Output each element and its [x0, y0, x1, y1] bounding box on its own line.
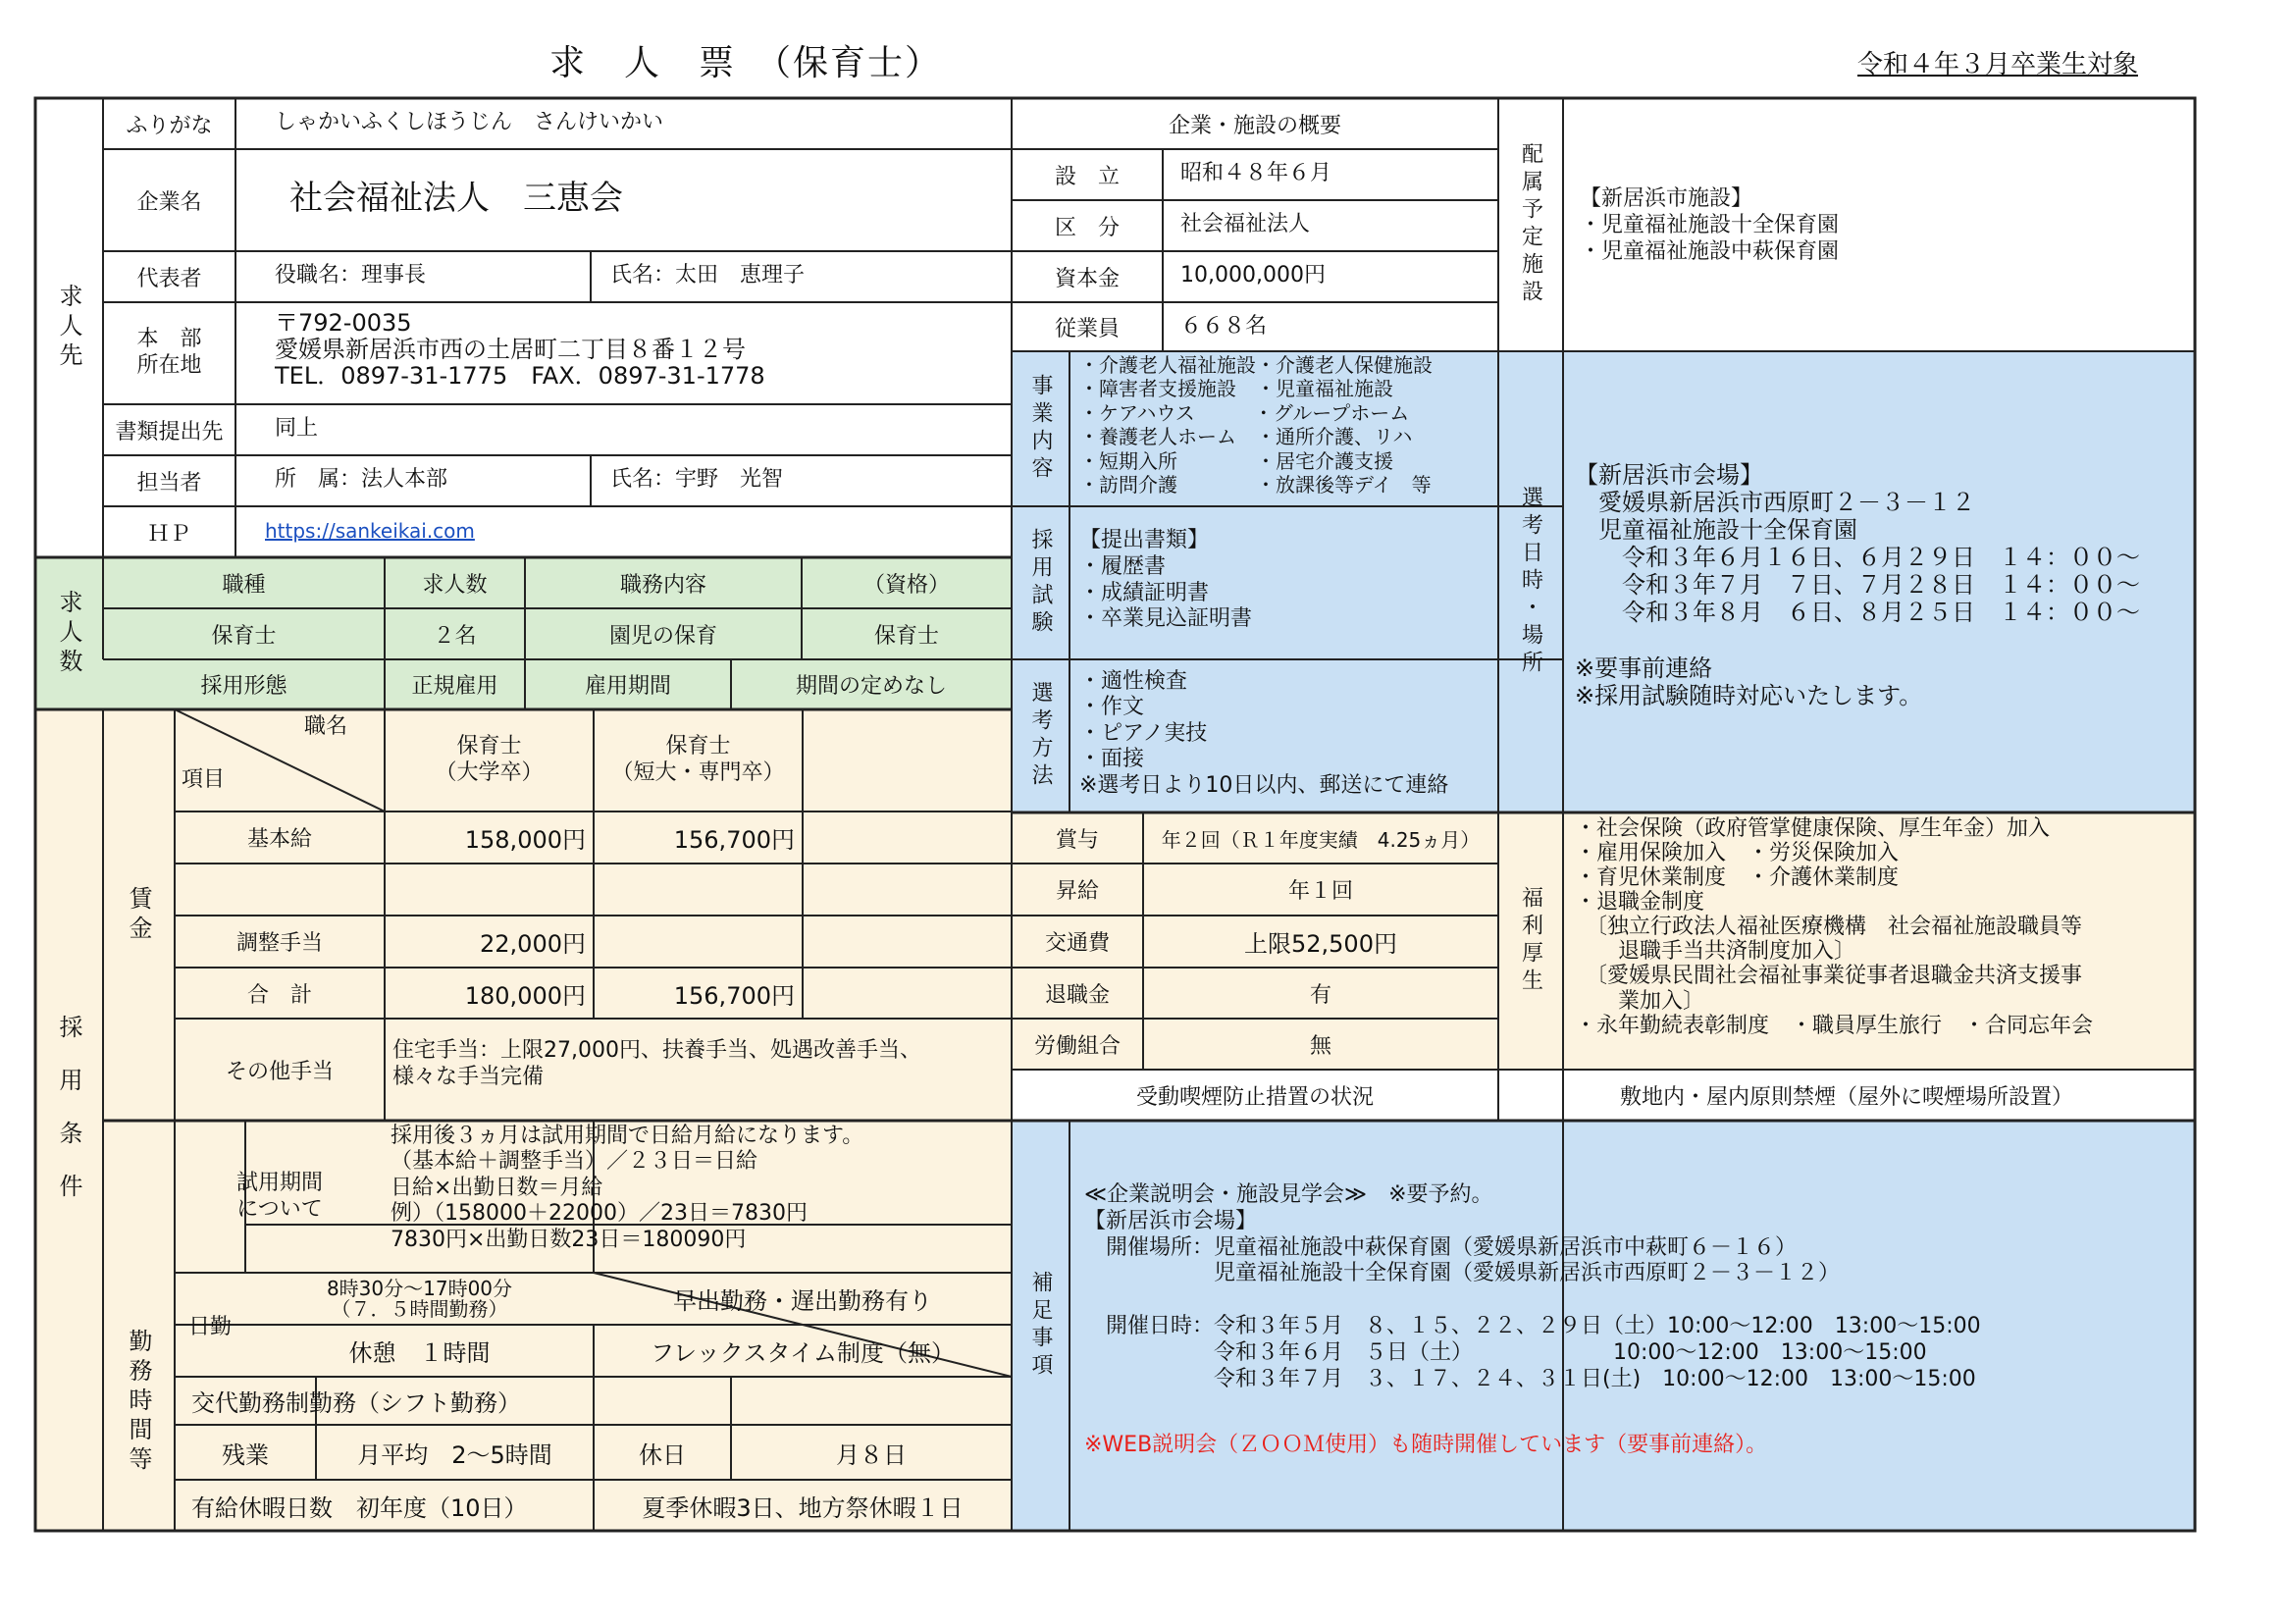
overtime-value: 月平均 2～5時間 [357, 1440, 552, 1469]
commute-value: 上限52,500円 [1244, 930, 1397, 958]
shift-work: 交代勤務制勤務（シフト勤務） [191, 1389, 521, 1417]
retirement-label: 退職金 [1044, 982, 1110, 1008]
trial-period-details: 採用後３ヵ月は試用期間で日給月給になります。 （基本給＋調整手当）／２３日＝日給 日給×出勤日数＝月給 例）（158000＋22000）／23日＝7830円 7830円×出勤日数23日＝180090円 [391, 1124, 864, 1252]
section-exam: 採用試験 [1028, 528, 1053, 638]
welfare-details: ・社会保険（政府管掌健康保険、厚生年金）加入 ・雇用保険加入 ・労災保険加入 ・育児休業制度 ・介護休業制度 ・退職金制度 〔独立行政法人福祉医療機構 社会福祉施設職員等 退職手当共済制度加入〕 〔愛媛県民間社会福祉事業従事者退職金共済支援事 業加入〕 ・永年勤続表彰制度 ・職員厚生旅行 ・合同忘年会 [1575, 816, 2094, 1038]
established-value: 昭和４８年６月 [1180, 161, 1332, 185]
employment-period-value: 期間の定めなし [795, 674, 947, 699]
section-assignment: 配属予定施設 [1518, 142, 1543, 307]
day-shift-time: 8時30分～17時00分 （７．５時間勤務） [326, 1276, 513, 1321]
representative-label: 代表者 [136, 266, 202, 291]
holiday-value: 月８日 [836, 1440, 907, 1469]
raise-label: 昇給 [1055, 879, 1099, 904]
page-title: 求 人 票 （保育士） [549, 43, 943, 83]
other-allowance-value: 住宅手当：上限27,000円、扶養手当、処遇改善手当、 様々な手当完備 [392, 1038, 921, 1089]
hp-link[interactable]: https://sankeikai.com [265, 519, 475, 543]
wage-col-university: 保育士 （大学卒） [435, 734, 544, 785]
furigana-label: ふりがな [126, 113, 213, 138]
raise-value: 年１回 [1287, 879, 1353, 904]
contact-label: 担当者 [136, 470, 202, 496]
target-graduates: 令和４年３月卒業生対象 [1857, 50, 2139, 79]
base-pay-college: 156,700円 [673, 826, 795, 854]
hq-label: 本 部 所在地 [136, 327, 202, 378]
union-label: 労働組合 [1033, 1033, 1121, 1059]
smoking-label: 受動喫煙防止措置の状況 [1135, 1084, 1374, 1110]
other-allowance-label: その他手当 [225, 1059, 334, 1084]
section-welfare: 福利厚生 [1518, 886, 1543, 996]
assignment-facilities: 【新居浜市施設】 ・児童福祉施設十全保育園 ・児童福祉施設中萩保育園 [1580, 186, 1840, 264]
overtime-label: 残業 [222, 1440, 269, 1469]
hq-address: 〒792-0035 愛媛県新居浜市西の土居町二丁目８番１２号 TEL．0897-31-1775 FAX．0897-31-1778 [275, 309, 765, 390]
total-college: 156,700円 [673, 981, 795, 1010]
employees-label: 従業員 [1054, 316, 1120, 341]
submit-to: 同上 [275, 416, 319, 441]
exam-documents: 【提出書類】 ・履歴書 ・成績証明書 ・卒業見込証明書 [1079, 528, 1253, 632]
selection-methods: ・適性検査 ・作文 ・ピアノ実技 ・面接 ※選考日より10日以内、郵送にて連絡 [1079, 669, 1449, 798]
overview-title: 企業・施設の概要 [1168, 113, 1341, 138]
employment-period-label: 雇用期間 [584, 674, 671, 699]
duties-label: 職務内容 [619, 572, 706, 598]
count-value: ２名 [433, 623, 477, 649]
representative-name: 氏名：太田 恵理子 [610, 263, 806, 288]
exam-schedule: 【新居浜市会場】 愛媛県新居浜市西原町２－３－１２ 児童福祉施設十全保育園 令和３年６月１６日、６月２９日 １４：００～ 令和３年７月 ７日、７月２８日 １４：００～ 令和３年８月 ６日、８月２５日 １４：００～ ※要事前連絡 ※採用試験随時対応いたします。 [1575, 461, 2140, 709]
contact-dept: 所 属：法人本部 [275, 467, 448, 492]
day-shift-label: 日勤 [187, 1314, 232, 1339]
total-university: 180,000円 [464, 981, 586, 1010]
employment-form-label: 採用形態 [200, 674, 287, 699]
commute-label: 交通費 [1044, 931, 1110, 956]
capital-value: 10,000,000円 [1180, 263, 1326, 288]
early-late-shift: 早出勤務・遅出勤務有り [673, 1287, 932, 1315]
category-value: 社会福祉法人 [1180, 212, 1311, 236]
union-value: 無 [1309, 1033, 1331, 1059]
employment-form-value: 正規雇用 [411, 674, 498, 699]
capital-label: 資本金 [1054, 266, 1120, 291]
wage-col-college: 保育士 （短大・専門卒） [611, 734, 785, 785]
qualification-label: （資格） [862, 572, 950, 598]
company-name-label: 企業名 [136, 189, 202, 215]
submit-label: 書類提出先 [115, 419, 224, 445]
base-pay-label: 基本給 [246, 827, 312, 852]
supplement-details: ≪企業説明会・施設見学会≫ ※要予約。 【新居浜市会場】 開催場所：児童福祉施設中萩保育園（愛媛県新居浜市中萩町６－１６） 児童福祉施設十全保育園（愛媛県新居浜市西原町２－３－１２） 開催日時：令和３年５月 ８、１５、２２、２９日（土）10:00～12:00 13:00～15:00 令和３年６月 ５日（土） 10:00～12:00 13:00～15:00 令和３年７月 ３、１７、２４、３１日(土) 10:00～12:00 13:00～15:00 [1084, 1182, 1981, 1391]
job-label: 職種 [222, 572, 266, 598]
wage-item-header: 項目 [182, 767, 226, 792]
section-employer: 求人先 [55, 284, 82, 372]
company-name: 社会福祉法人 三恵会 [289, 179, 623, 218]
break-time: 休憩 １時間 [348, 1339, 491, 1367]
paid-leave: 有給休暇日数 初年度（10日） [191, 1493, 528, 1522]
employees-value: ６６８名 [1180, 314, 1268, 339]
total-label: 合 計 [246, 982, 312, 1008]
contact-name: 氏名：宇野 光智 [610, 467, 784, 492]
section-business: 事業内容 [1028, 374, 1053, 484]
retirement-value: 有 [1309, 982, 1331, 1008]
flextime: フレックスタイム制度（無） [650, 1339, 956, 1367]
section-exam-date: 選考日時・場所 [1518, 486, 1543, 678]
section-work-hours: 勤務時間等 [125, 1328, 152, 1476]
established-label: 設 立 [1054, 164, 1120, 189]
web-briefing-note: ※WEB説明会（ＺＯＯＭ使用）も随時開催しています（要事前連絡）。 [1084, 1433, 1768, 1457]
representative-title: 役職名：理事長 [275, 263, 427, 288]
base-pay-university: 158,000円 [464, 826, 586, 854]
section-supplement: 補足事項 [1028, 1271, 1053, 1381]
adjustment-university: 22,000円 [480, 930, 586, 958]
furigana-value: しゃかいふくしほうじん さんけいかい [275, 110, 664, 134]
qualification-value: 保育士 [873, 623, 939, 649]
smoking-value: 敷地内・屋内原則禁煙（屋外に喫煙場所設置） [1619, 1084, 2073, 1110]
business-items: ・介護老人福祉施設・介護老人保健施設 ・障害者支援施設 ・児童福祉施設 ・ケアハウス ・グループホーム ・養護老人ホーム ・通所介護、リハ ・短期入所 ・居宅介護支援 ・訪問介護 ・放課後等デイ 等 [1079, 353, 1433, 497]
adjustment-label: 調整手当 [235, 931, 323, 956]
section-selection: 選考方法 [1028, 681, 1053, 791]
job-value: 保育士 [211, 623, 277, 649]
section-openings: 求人数 [55, 589, 82, 678]
trial-period-label: 試用期間 について [235, 1170, 323, 1222]
section-conditions: 採用条件 [55, 1014, 82, 1227]
summer-leave: 夏季休暇3日、地方祭休暇１日 [642, 1493, 964, 1522]
category-label: 区 分 [1054, 215, 1120, 240]
wage-job-header: 職名 [304, 714, 348, 739]
duties-value: 園児の保育 [608, 623, 717, 649]
section-wages: 賃金 [125, 885, 152, 945]
holiday-label: 休日 [639, 1440, 686, 1469]
hp-label: ＨＰ [147, 521, 191, 547]
bonus-label: 賞与 [1055, 827, 1099, 853]
bonus-value: 年２回（Ｒ１年度実績 4.25ヵ月） [1161, 827, 1481, 852]
count-label: 求人数 [422, 572, 488, 598]
